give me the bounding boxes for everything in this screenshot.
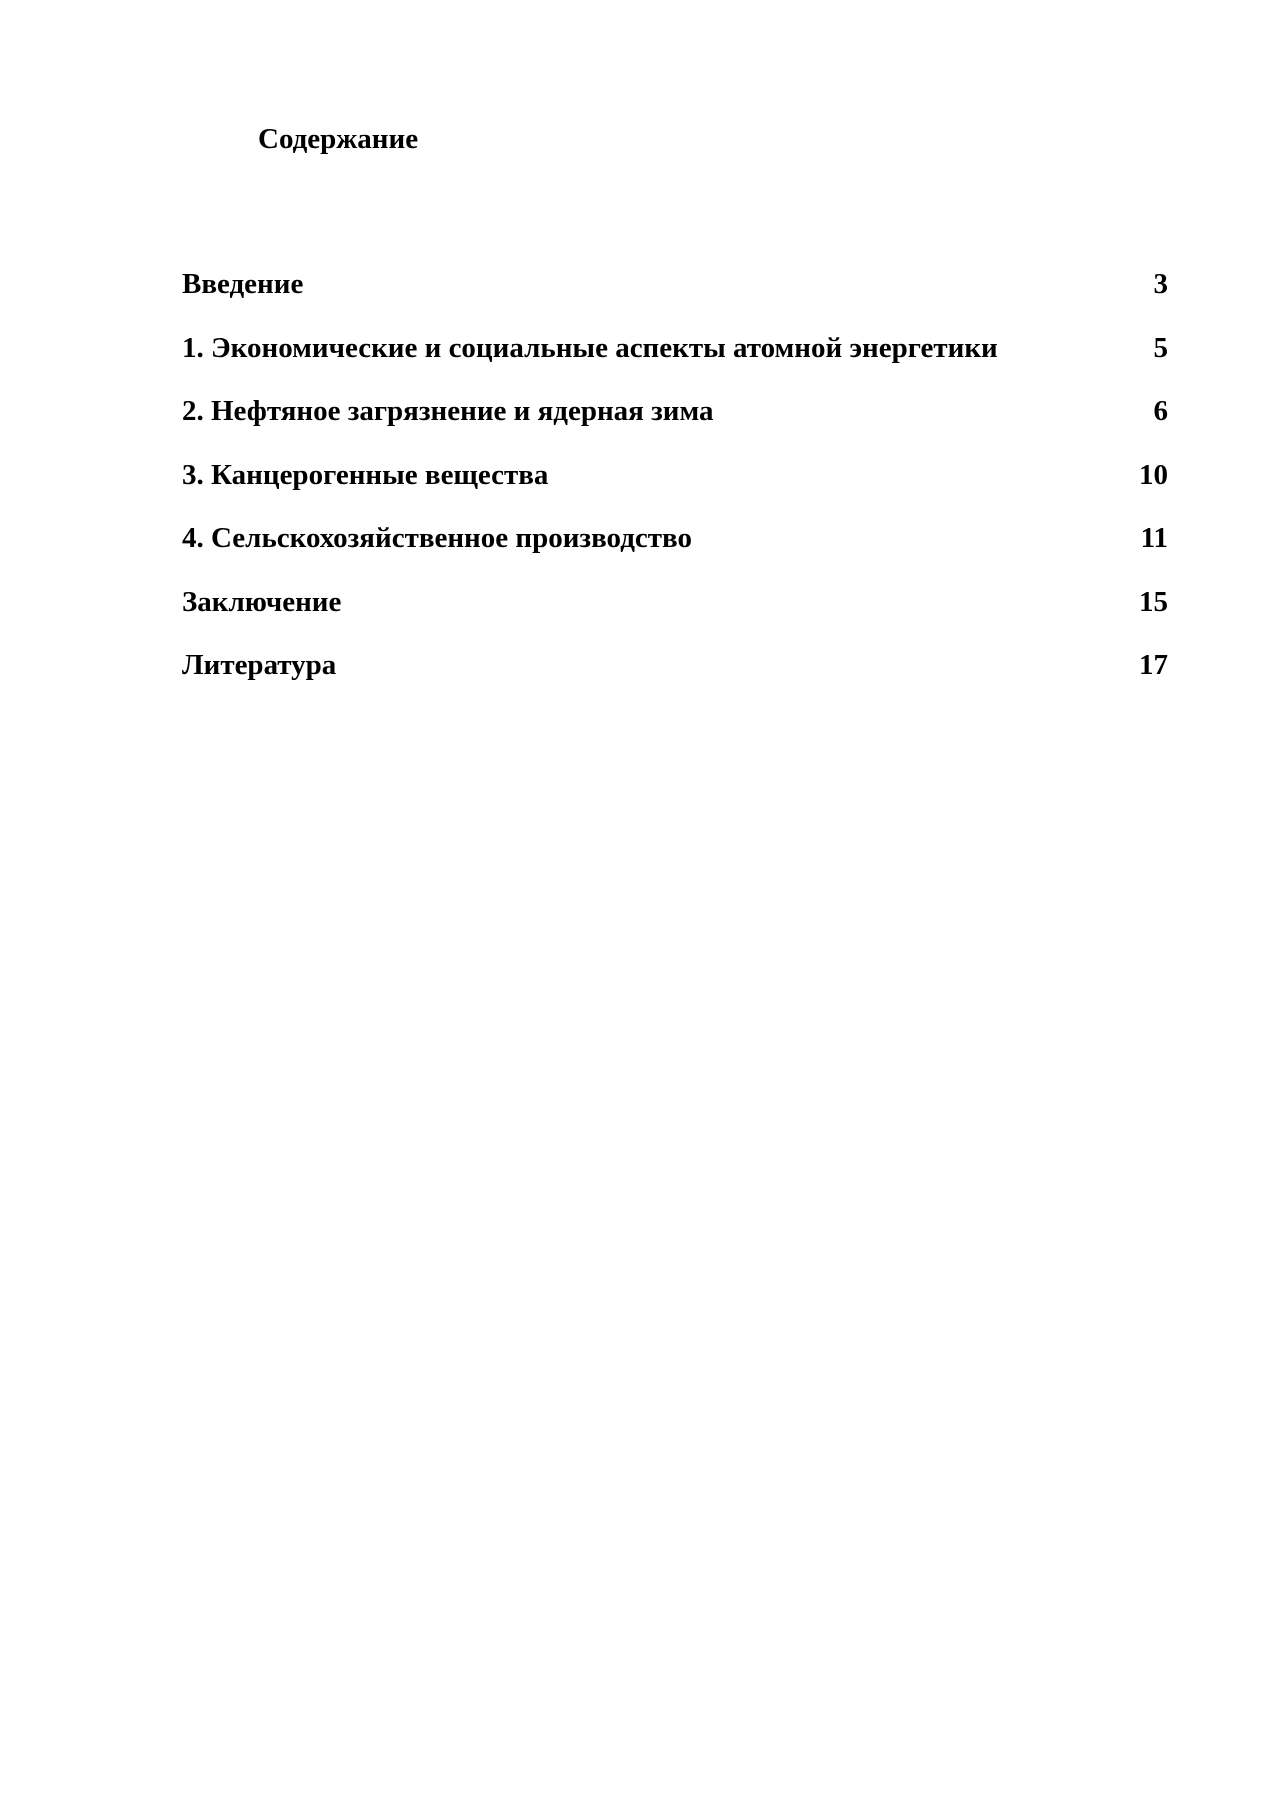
toc-entry-section-4[interactable] [182,519,1168,583]
toc-entry-introduction[interactable] [182,265,1168,329]
toc-entry-page-number: 17 [1139,649,1168,681]
toc-entry-page-number: 11 [1140,522,1168,554]
toc-entry-page-number: 5 [1153,331,1168,364]
toc-entry-title: 2. Нефтяное загрязнение и ядерная зима [182,395,714,427]
toc-entry-page-number: 6 [1153,395,1168,427]
toc-entry-page-number: 3 [1153,268,1168,300]
toc-entry-title: 4. Сельскохозяйственное производство [182,522,692,554]
toc-entry-conclusion[interactable] [182,583,1168,647]
toc-entry-title: 3. Канцерогенные вещества [182,458,549,491]
toc-entry-title: Заключение [182,585,342,618]
toc-entry-page-number: 10 [1139,458,1168,491]
toc-entry-section-3[interactable] [182,456,1168,520]
toc-title: Содержание [258,123,419,155]
toc-entry-section-1[interactable] [182,329,1168,393]
toc-entry-title: Литература [182,649,337,681]
toc-entry-literature[interactable] [182,646,1168,710]
toc-entry-title: Введение [182,268,304,300]
toc-entry-title: 1. Экономические и социальные аспекты атомной энергетики [182,331,998,364]
toc-entry-page-number: 15 [1139,585,1168,618]
toc-list [182,265,1168,710]
toc-entry-section-2[interactable] [182,392,1168,456]
